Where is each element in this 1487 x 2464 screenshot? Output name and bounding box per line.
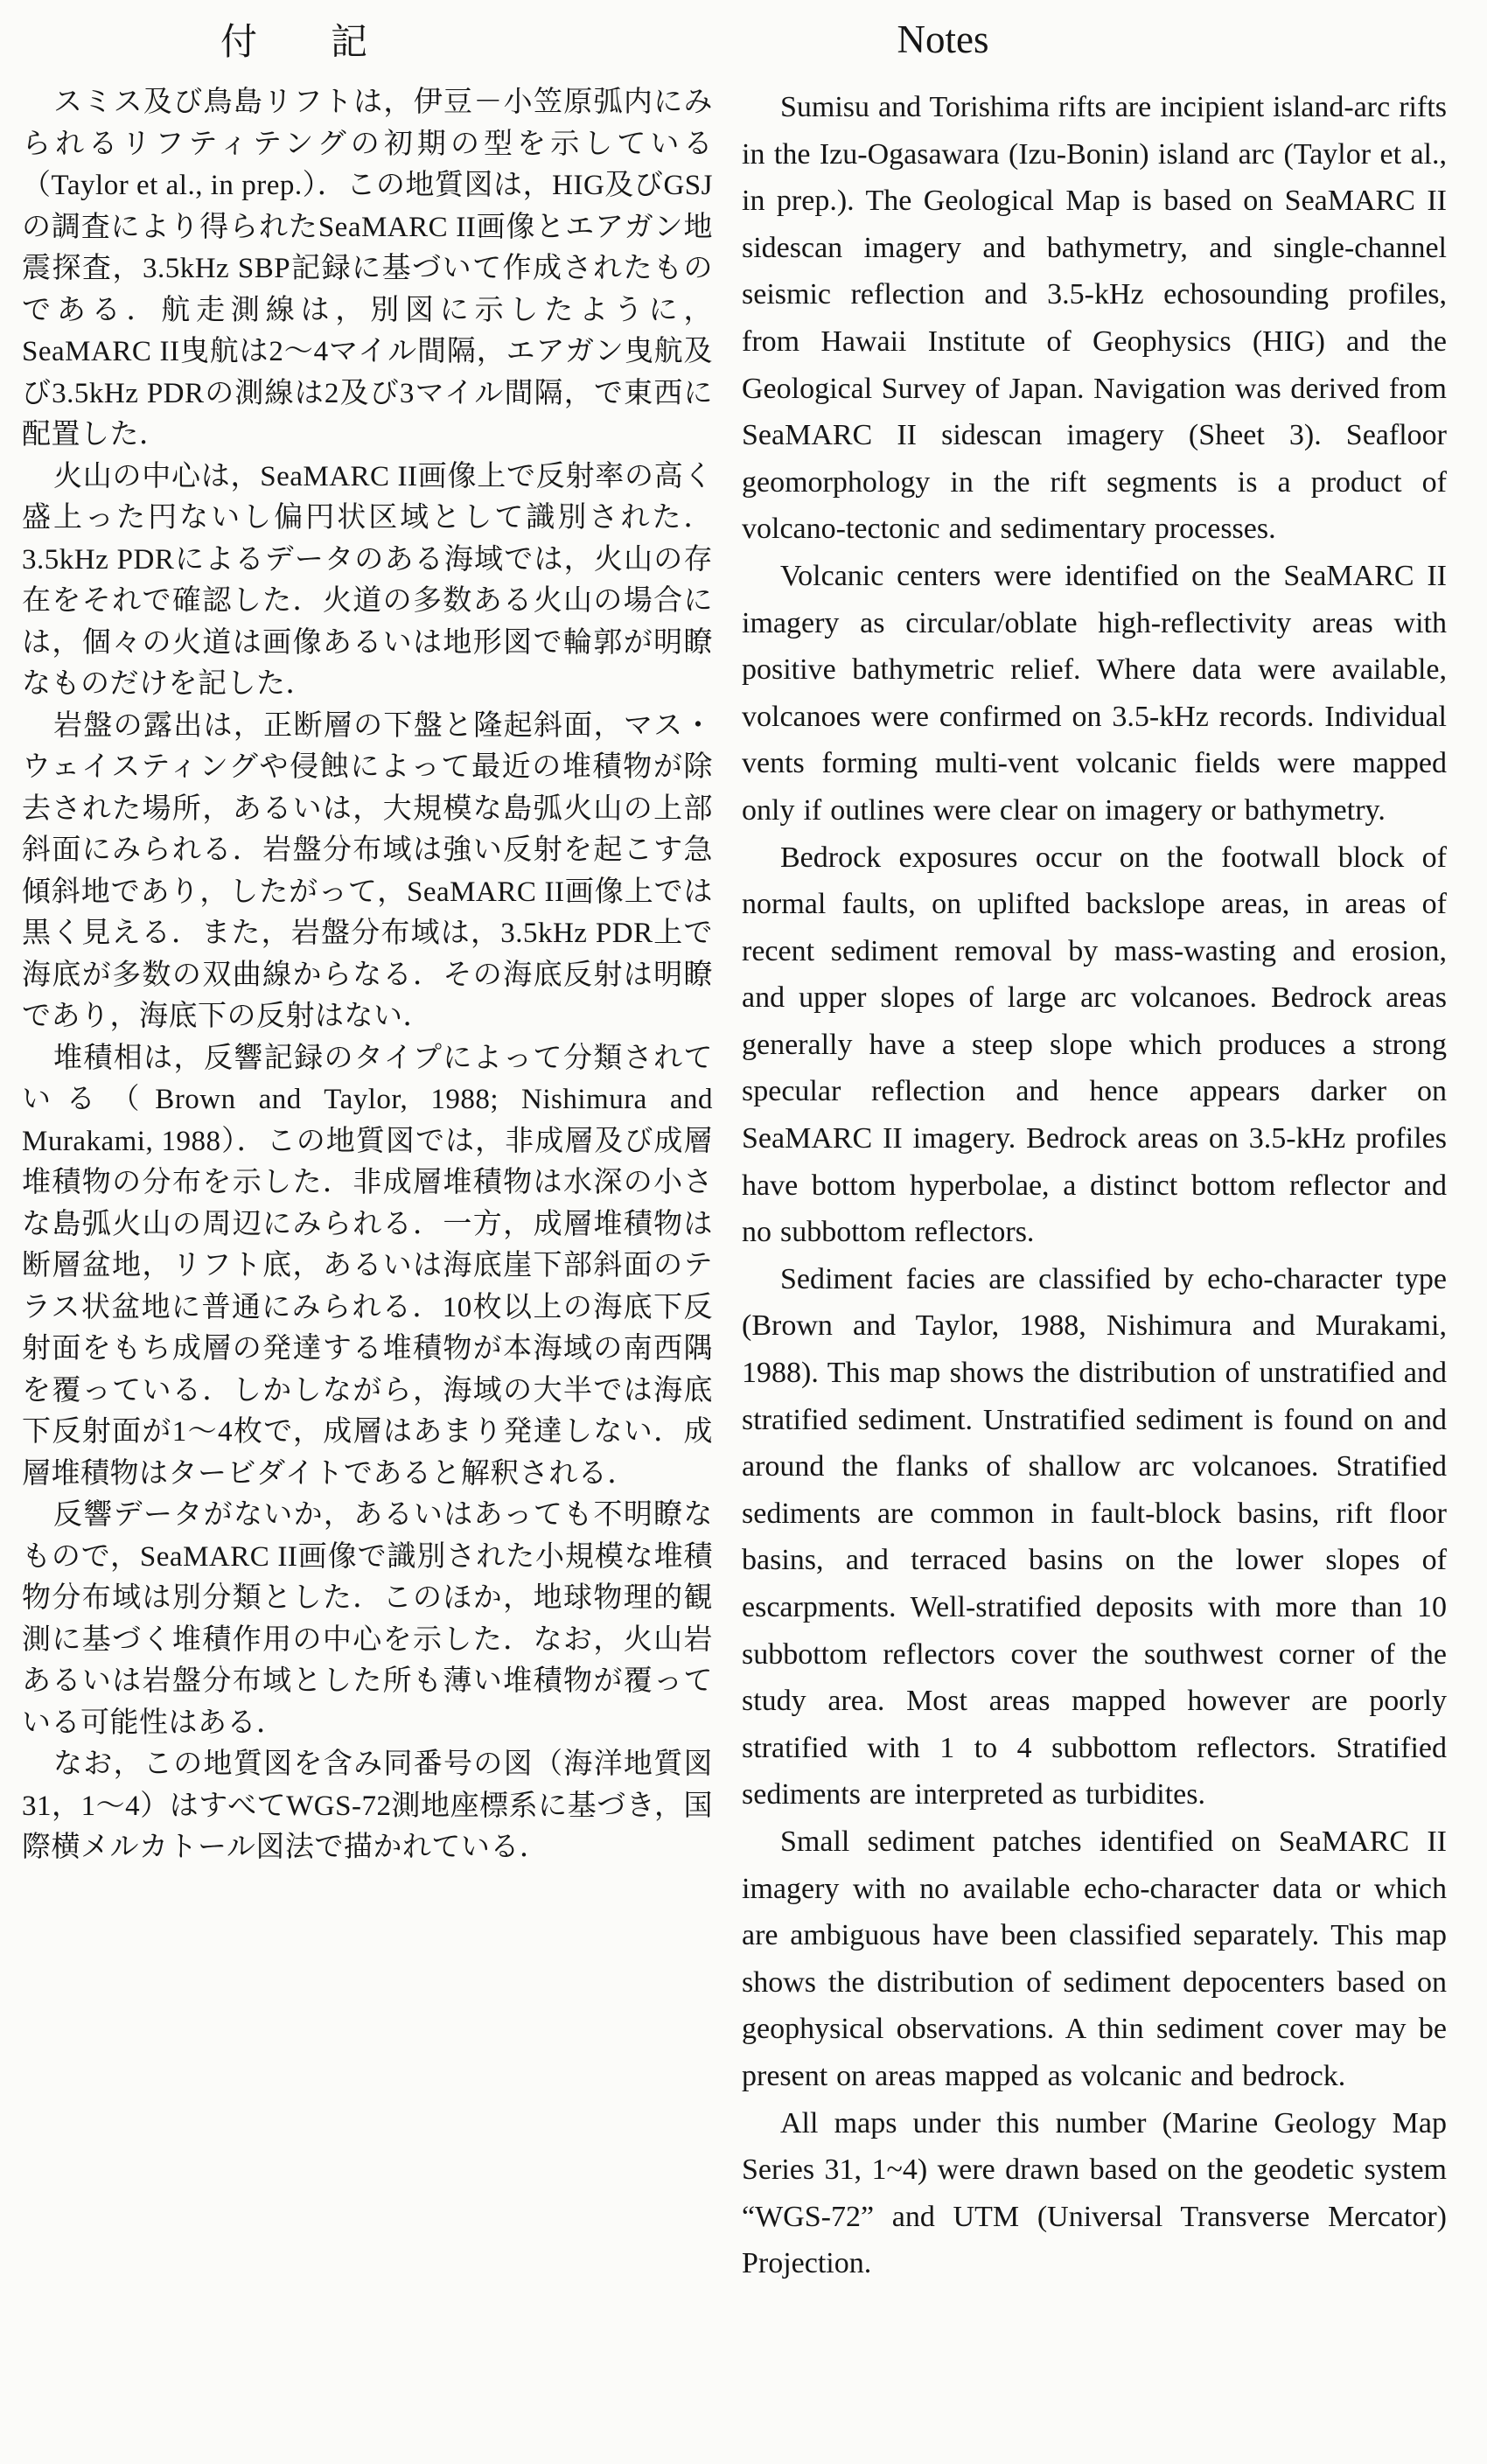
japanese-paragraph-6: なお，この地質図を含み同番号の図（海洋地質図31，1～4）はすべてWGS-72測地座標系に基づき，国際横メルカトール図法で描かれている． bbox=[22, 1749, 713, 1863]
japanese-paragraph-4: 堆積相は，反響記録のタイプによって分類されている（Brown and Taylor, 1988; Nishimura and Murakami, 1988）．この地質図では，非成層及び成層堆積物の分布を示した．非成層堆積物は水深の小さな島弧火山の周辺にみられる．一方，成層堆積物は断層盆地，リフト底，あるいは海底崖下部斜面のテラス状盆地に普通にみられる．10枚以上の海底下反射面をもち成層の発達する堆積物が本海域の南西隅を覆っている．しかしながら，海域の大半では海底下反射面が1～4枚で，成層はあまり発達しない．成層堆積物はタービダイトであると解釈される． bbox=[22, 1042, 713, 1490]
english-paragraph-2: Volcanic centers were identified on the SeaMARC II imagery as circular/oblate high-reflectivity areas with positive bathymetric relief. Where data were available, volcanoes were confirmed on 3.5-kHz records. Individual vents forming multi-vent volcanic fields were mapped only if outlines were clear on imagery or bathymetry. bbox=[742, 559, 1447, 827]
japanese-title-char-1: 付 bbox=[220, 23, 257, 63]
japanese-appendix-title bbox=[22, 23, 713, 63]
japanese-paragraph-2: 火山の中心は，SeaMARC II画像上で反射率の高く盛上った円ないし偏円状区域として識別された．3.5kHz PDRによるデータのある海域では，火山の存在をそれで確認した．火道の多数ある火山の場合には，個々の火道は画像あるいは地形図で輪郭が明瞭なものだけを記した． bbox=[22, 460, 713, 700]
english-paragraph-1: Sumisu and Torishima rifts are incipient island-arc rifts in the Izu-Ogasawara (Izu-Bonin) island arc (Taylor et al., in prep.). The Geological Map is based on SeaMARC II sidescan imagery and bathymetry, and single-channel seismic reflection and 3.5-kHz echosounding profiles, from Hawaii Institute of Geophysics (HIG) and the Geological Survey of Japan. Navigation was derived from SeaMARC II sidescan imagery (Sheet 3). Seafloor geomorphology in the rift segments is a product of volcano-tectonic and sedimentary processes. bbox=[742, 91, 1447, 546]
japanese-paragraph-1: スミス及び鳥島リフトは，伊豆－小笠原弧内にみられるリフティテングの初期の型を示している（Taylor et al., in prep.）．この地質図は，HIG及びGSJの調査により得られたSeaMARC II画像とエアガン地震探査，3.5kHz SBP記録に基づいて作成されたものである．航走測線は，別図に示したように，SeaMARC II曳航は2～4マイル間隔，エアガン曳航及び3.5kHz PDRの測線は2及び3マイル間隔，で東西に配置した． bbox=[22, 87, 713, 450]
japanese-paragraph-5: 反響データがないか，あるいはあっても不明瞭なもので，SeaMARC II画像で識別された小規模な堆積物分布域は別分類とした．このほか，地球物理的観測に基づく堆積作用の中心を示した．なお，火山岩あるいは岩盤分布域とした所も薄い堆積物が覆っている可能性はある． bbox=[22, 1499, 713, 1739]
english-paragraph-3: Bedrock exposures occur on the footwall block of normal faults, on uplifted backslope areas, in areas of recent sediment removal by mass-wasting and erosion, and upper slopes of large arc volcanoes. Bedrock areas generally have a steep slope which produces a strong specular reflection and hence appears darker on SeaMARC II imagery. Bedrock areas on 3.5-kHz profiles have bottom hyperbolae, a distinct bottom reflector and no subbottom reflectors. bbox=[742, 841, 1447, 1249]
japanese-column bbox=[22, 0, 713, 2464]
english-paragraph-4: Sediment facies are classified by echo-character type (Brown and Taylor, 1988, Nishimura and Murakami, 1988). This map shows the distribution of unstratified and stratified sediment. Unstratified sediment is found on and around the flanks of shallow arc volcanoes. Stratified sediments are common in fault-block basins, rift floor basins, and terraced basins on the lower slopes of escarpments. Well-stratified deposits with more than 10 subbottom reflectors cover the southwest corner of the study area. Most areas mapped however are poorly stratified with 1 to 4 subbottom reflectors. Stratified sediments are interpreted as turbidites. bbox=[742, 1262, 1447, 1811]
english-column bbox=[742, 0, 1447, 2464]
english-text-block bbox=[742, 84, 1447, 2287]
english-paragraph-6: All maps under this number (Marine Geology Map Series 31, 1~4) were drawn based on the geodetic system “WGS-72” and UTM (Universal Transverse Mercator) Projection. bbox=[742, 2106, 1447, 2280]
japanese-title-char-2: 記 bbox=[331, 23, 368, 63]
japanese-text-block bbox=[22, 82, 713, 1869]
japanese-paragraph-3: 岩盤の露出は，正断層の下盤と隆起斜面，マス・ウェイスティングや侵蝕によって最近の堆積物が除去された場所，あるいは，大規模な島弧火山の上部斜面にみられる．岩盤分布域は強い反射を起こす急傾斜地であり，したがって，SeaMARC II画像上では黒く見える．また，岩盤分布域は，3.5kHz PDR上で海底が多数の双曲線からなる．その海底反射は明瞭であり，海底下の反射はない． bbox=[22, 709, 713, 1032]
english-paragraph-5: Small sediment patches identified on SeaMARC II imagery with no available echo-character data or which are ambiguous have been classified separately. This map shows the distribution of sediment depocenters based on geophysical observations. A thin sediment cover may be present on areas mapped as volcanic and bedrock. bbox=[742, 1825, 1447, 2092]
english-notes-title: Notes bbox=[897, 17, 989, 61]
